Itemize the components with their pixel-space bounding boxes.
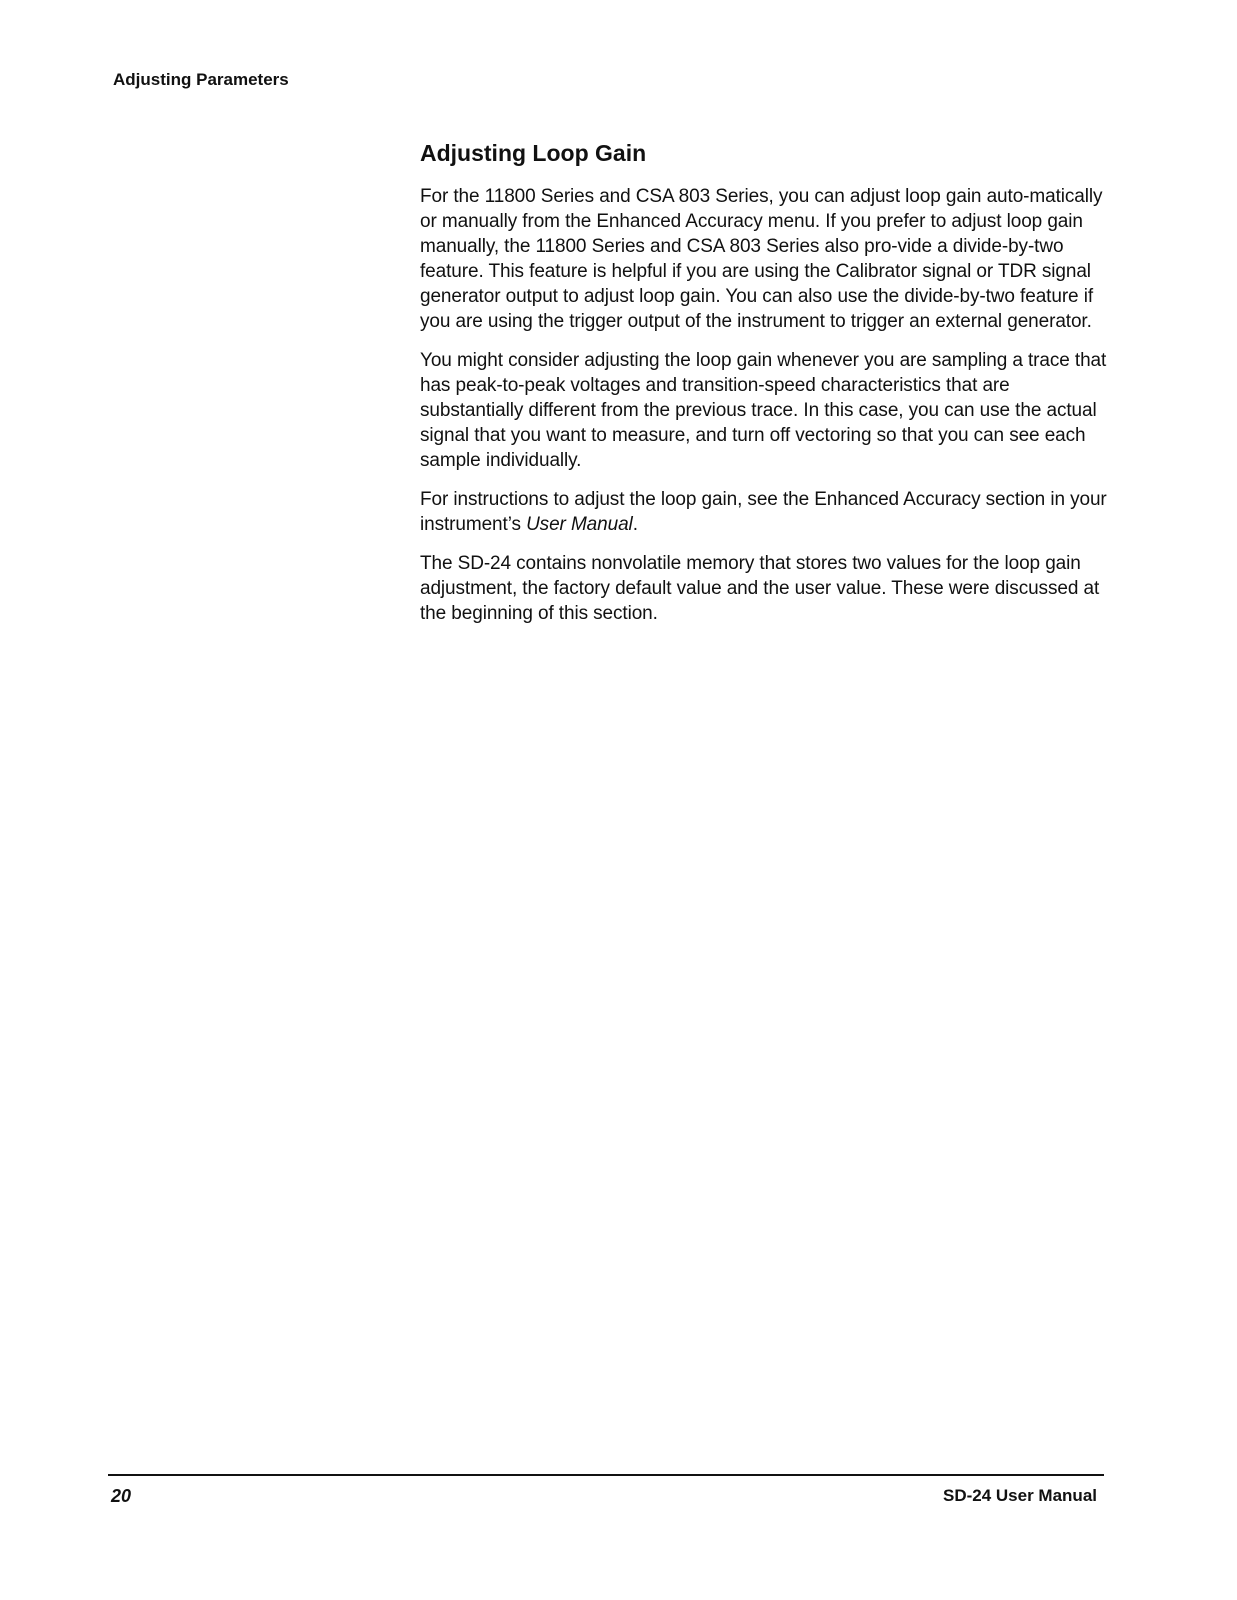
paragraph-nonvolatile-memory: The SD-24 contains nonvolatile memory that stores two values for the loop gain adjustment, the factory default value and the user value. These were discussed at the beginning of this section. [420,553,1100,624]
footer-manual-title: SD-24 User Manual [943,1486,1097,1505]
page-number: 20 [111,1486,132,1506]
running-header: Adjusting Parameters [113,70,289,89]
instructions-text: For instructions to adjust the loop gain, see the Enhanced Accuracy section in your instrument’s [420,489,1107,535]
paragraph-when-to-adjust: You might consider adjusting the loop gain whenever you are sampling a trace that has peak-to-peak voltages and transition-speed characteristics that are substantially different from the previous trace. In this case, you can use the actual signal that you want to measure, and turn off vectoring so that you can see each sample individually. [420,350,1107,471]
footer-divider [108,1474,1104,1476]
user-manual-reference: User Manual [526,514,633,535]
paragraph-loop-gain-adjustment: For the 11800 Series and CSA 803 Series, you can adjust loop gain auto-matically or manually from the Enhanced Accuracy menu. If you prefer to adjust loop gain manually, the 11800 Series and CSA 803 Series also pro-vide a divide-by-two feature. This feature is helpful if you are using the Calibrator signal or TDR signal generator output to adjust loop gain. You can also use the divide-by-two feature if you are using the trigger output of the instrument to trigger an external generator. [420,186,1103,332]
section-title: Adjusting Loop Gain [420,140,647,166]
main-content [420,138,1110,640]
instructions-end: . [632,514,638,535]
paragraph-instructions [420,487,1110,537]
